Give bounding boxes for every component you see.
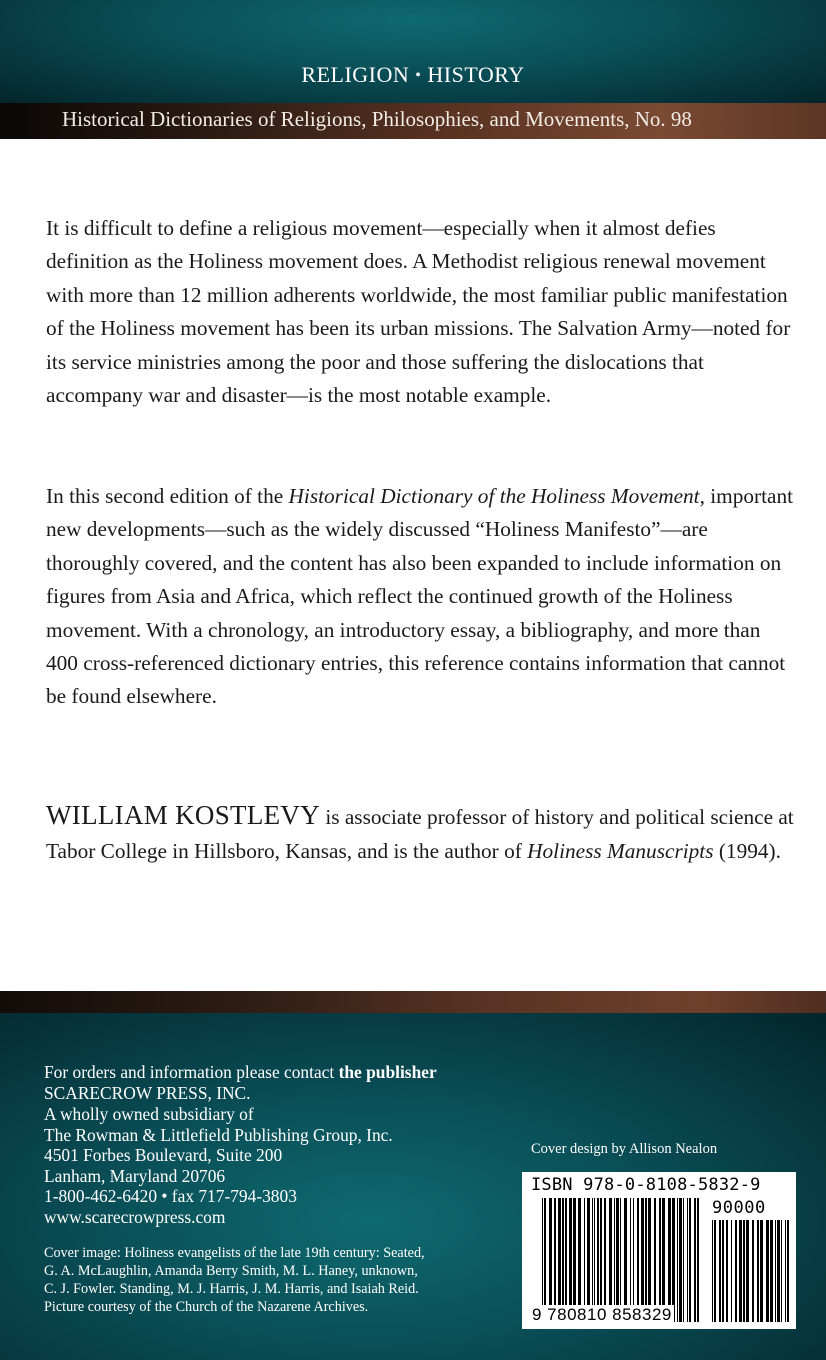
barcode-bar bbox=[785, 1220, 786, 1322]
barcode-bar bbox=[743, 1220, 745, 1322]
category-separator: • bbox=[415, 67, 422, 84]
barcode-bar bbox=[600, 1198, 602, 1322]
author-book-title: Holiness Manuscripts bbox=[527, 839, 714, 863]
barcode-bar bbox=[549, 1198, 552, 1322]
barcode-bar bbox=[677, 1198, 678, 1322]
barcode-bar bbox=[584, 1198, 585, 1322]
barcode-bar bbox=[573, 1198, 576, 1322]
cover-credit-line-3: C. J. Fowler. Standing, M. J. Harris, J. M. Harris, and Isaiah Reid. bbox=[44, 1281, 419, 1297]
barcode-bar bbox=[746, 1220, 749, 1322]
barcode-bar bbox=[781, 1220, 782, 1322]
barcode-bar bbox=[752, 1220, 754, 1322]
publisher-contact: For orders and information please contact the publisher bbox=[44, 1062, 437, 1082]
barcode-bar bbox=[624, 1198, 627, 1322]
price-code: 90000 bbox=[712, 1198, 766, 1218]
barcode-bar bbox=[719, 1220, 721, 1322]
barcode-bar bbox=[757, 1220, 759, 1322]
barcode-bar bbox=[654, 1198, 656, 1322]
barcode-bar bbox=[604, 1198, 606, 1322]
publisher-address-2: Lanham, Maryland 20706 bbox=[44, 1166, 226, 1186]
barcode-bar bbox=[597, 1198, 599, 1322]
barcode-bar bbox=[620, 1198, 621, 1322]
barcode-bar bbox=[594, 1198, 595, 1322]
barcode-bar bbox=[722, 1220, 724, 1322]
paragraph-2-prefix: In this second edition of the bbox=[46, 484, 289, 508]
category-religion: RELIGION bbox=[301, 62, 410, 87]
isbn-label: ISBN 978-0-8108-5832-9 bbox=[531, 1175, 761, 1195]
barcode-bar bbox=[714, 1220, 716, 1322]
barcode-bar bbox=[672, 1198, 675, 1322]
isbn-barcode bbox=[522, 1172, 796, 1329]
barcode-bar bbox=[614, 1198, 615, 1322]
publisher-address-1: 4501 Forbes Boulevard, Suite 200 bbox=[44, 1145, 283, 1165]
barcode-bar bbox=[662, 1198, 665, 1322]
barcode-bar bbox=[760, 1220, 763, 1322]
barcode-bar bbox=[641, 1198, 644, 1322]
barcode-bar bbox=[630, 1198, 631, 1322]
barcode-bar bbox=[712, 1220, 713, 1322]
bio-text: is associate professor of history and political science at Tabor College in Hillsboro, Kansas, and is the author of bbox=[46, 805, 794, 863]
barcode-bar bbox=[616, 1198, 619, 1322]
barcode-bar bbox=[544, 1198, 546, 1322]
cover-credit-line-1: Cover image: Holiness evangelists of the late 19th century: Seated, bbox=[44, 1245, 425, 1261]
description-paragraph-1: It is difficult to define a religious movement—especially when it almost defies definition as the Holiness movement does. A Methodist religious renewal movement with more than 12 million adherents worldwide, the most familiar public manifestation of the Holiness movement has been its urban missions. The Salvation Army—noted for its service ministries among the poor and those suffering the dislocations that accompany war and disaster—is the most notable example. bbox=[46, 216, 791, 408]
barcode-bar bbox=[637, 1198, 639, 1322]
author-bio bbox=[46, 798, 796, 868]
barcode-bar bbox=[775, 1220, 776, 1322]
ean-digits: 9 780810 858329 bbox=[532, 1305, 672, 1324]
cover-design-credit: Cover design by Allison Nealon bbox=[531, 1141, 718, 1157]
barcode-bar bbox=[562, 1198, 564, 1322]
publisher-subsidiary: A wholly owned subsidiary of bbox=[44, 1104, 254, 1124]
publisher-parent: The Rowman & Littlefield Publishing Group, Inc. bbox=[44, 1125, 393, 1145]
barcode-bar bbox=[648, 1198, 651, 1322]
barcode-bar bbox=[578, 1198, 581, 1322]
author-name: WILLIAM KOSTLEVY bbox=[46, 800, 320, 830]
barcode-bar bbox=[542, 1198, 543, 1322]
barcode-bar bbox=[766, 1220, 769, 1322]
barcode-bar bbox=[668, 1198, 671, 1322]
barcode-bar bbox=[609, 1198, 612, 1322]
book-title: Historical Dictionary of the Holiness Movement bbox=[288, 484, 700, 508]
barcode-bar bbox=[731, 1220, 732, 1322]
barcode-bar bbox=[726, 1220, 728, 1322]
category-history: HISTORY bbox=[427, 62, 525, 87]
barcode-bar bbox=[592, 1198, 593, 1322]
barcode-bar bbox=[659, 1198, 661, 1322]
publisher-website: www.scarecrowpress.com bbox=[44, 1207, 226, 1227]
series-title: Historical Dictionaries of Religions, Philosophies, and Movements, No. 98 bbox=[62, 107, 692, 131]
cover-credit-line-4: Picture courtesy of the Church of the Nazarene Archives. bbox=[44, 1299, 369, 1315]
barcode-bar bbox=[739, 1220, 742, 1322]
barcode-bar bbox=[694, 1198, 696, 1322]
barcode-bar bbox=[587, 1198, 590, 1322]
barcode-bar bbox=[689, 1198, 691, 1322]
category-label bbox=[0, 62, 826, 88]
barcode-bar bbox=[565, 1198, 567, 1322]
barcode-bar bbox=[569, 1198, 572, 1322]
description-paragraph-2 bbox=[46, 480, 796, 714]
barcode-bar bbox=[787, 1220, 789, 1322]
barcode-bar bbox=[554, 1198, 556, 1322]
barcode-bar bbox=[687, 1198, 688, 1322]
paragraph-2-suffix: , important new developments—such as the widely discussed “Holiness Manifesto”—are thoroughly covered, and the content has also been expanded to include information on figures from Asia and Africa, which reflect the continued growth of the Holiness movement. With a chronology, an introductory essay, a bibliography, and more than 400 cross-referenced dictionary entries, this reference contains information that cannot be found elsewhere. bbox=[46, 484, 794, 709]
barcode-bar bbox=[645, 1198, 647, 1322]
publisher-phone: 1-800-462-6420 • fax 717-794-3803 bbox=[44, 1186, 297, 1206]
barcode-bar bbox=[683, 1198, 684, 1322]
barcode-bar bbox=[735, 1220, 737, 1322]
barcode-bar bbox=[777, 1220, 780, 1322]
bio-year: (1994). bbox=[713, 839, 781, 863]
barcode-bar bbox=[679, 1198, 682, 1322]
footer-accent-bar bbox=[0, 991, 826, 1013]
cover-credit-line-2: G. A. McLaughlin, Amanda Berry Smith, M. L. Haney, unknown, bbox=[44, 1263, 418, 1279]
barcode-bar bbox=[633, 1198, 634, 1322]
barcode-bar bbox=[697, 1198, 699, 1322]
publisher-name: SCARECROW PRESS, INC. bbox=[44, 1083, 251, 1103]
barcode-bar bbox=[558, 1198, 561, 1322]
barcode-bar bbox=[770, 1220, 773, 1322]
